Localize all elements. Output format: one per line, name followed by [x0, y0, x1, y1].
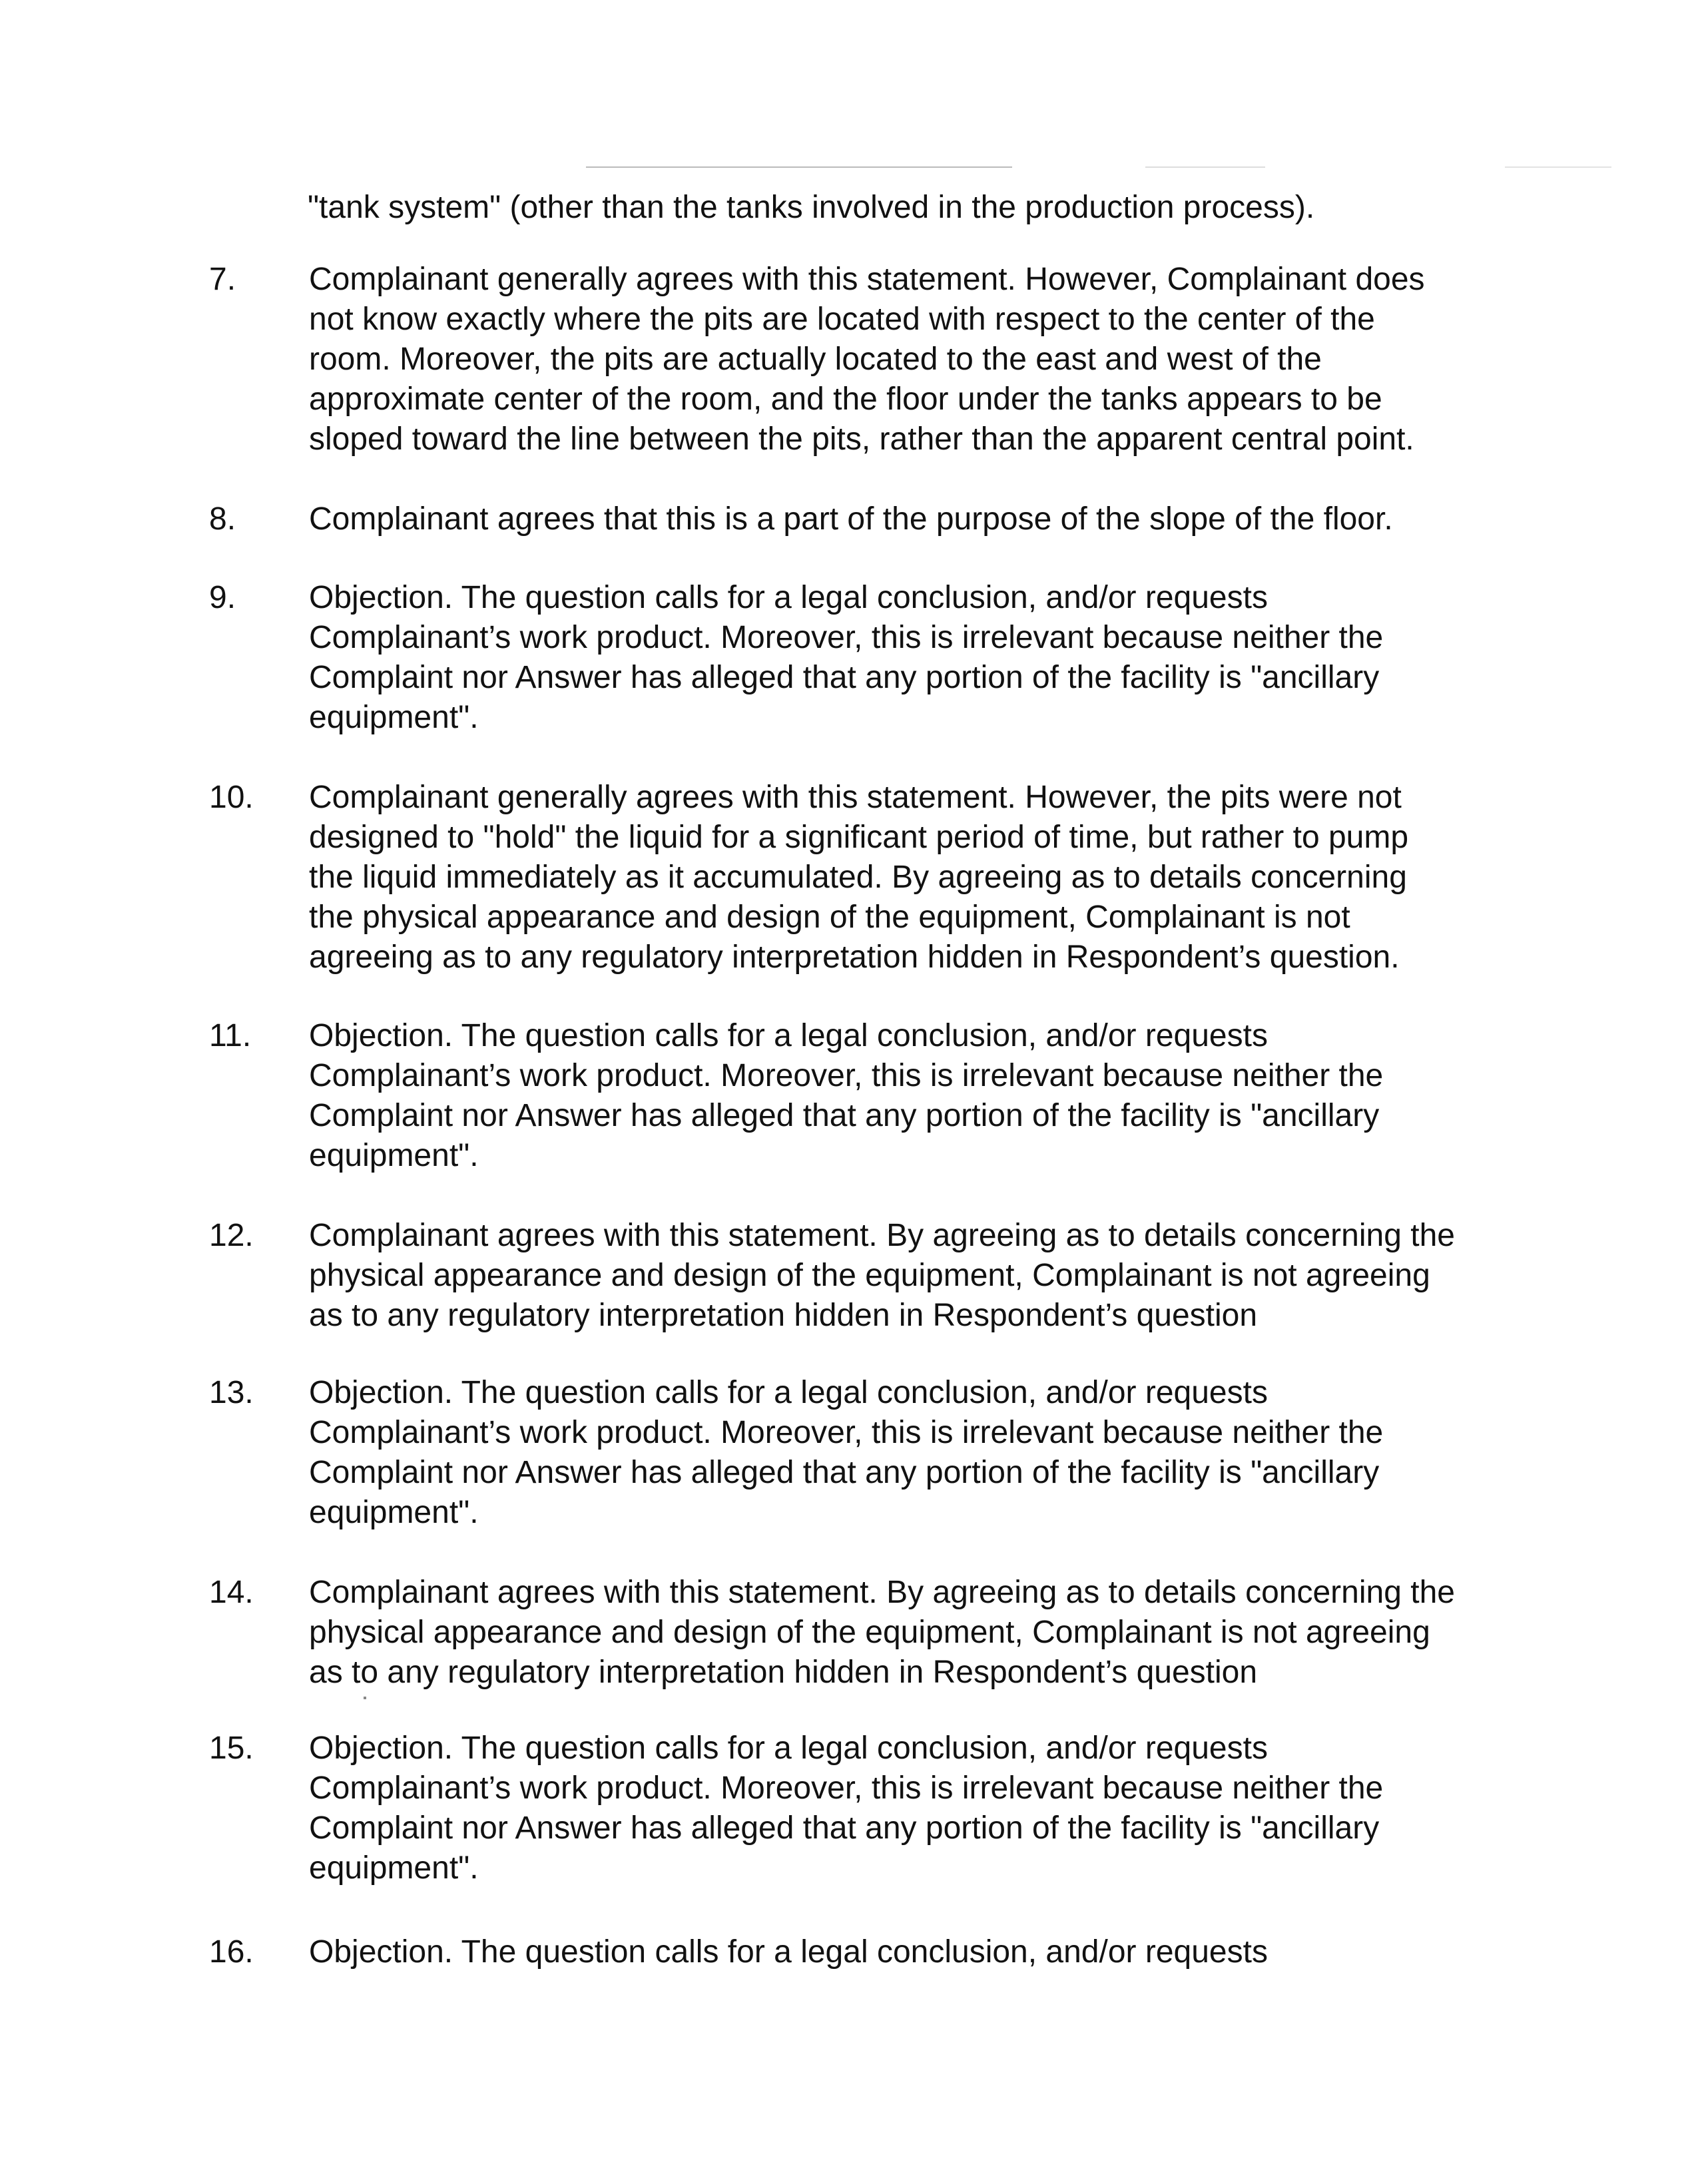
scan-speck — [364, 1697, 366, 1699]
response-number: 7. — [209, 262, 236, 297]
text-line: Complainant agrees with this statement. By agreeing as to details concerning the — [309, 1575, 1455, 1610]
text-line: Complainant’s work product. Moreover, this is irrelevant because neither the — [309, 1771, 1384, 1806]
text-line: physical appearance and design of the equipment, Complainant is not agreeing — [309, 1258, 1430, 1293]
text-line: the liquid immediately as it accumulated. By agreeing as to details concerning — [309, 860, 1407, 895]
text-line: Complaint nor Answer has alleged that any portion of the facility is "ancillary — [309, 1810, 1380, 1846]
text-line: as to any regulatory interpretation hidden in Respondent’s question — [309, 1655, 1258, 1690]
text-line: Complainant’s work product. Moreover, this is irrelevant because neither the — [309, 1058, 1384, 1093]
text-line: Complainant generally agrees with this statement. However, the pits were not — [309, 780, 1402, 815]
response-number: 11. — [209, 1018, 252, 1053]
text-line: Complaint nor Answer has alleged that any portion of the facility is "ancillary — [309, 660, 1380, 695]
response-text — [309, 1932, 1508, 1972]
response-number: 15. — [209, 1731, 254, 1766]
text-line: Objection. The question calls for a legal conclusion, and/or requests — [309, 1731, 1268, 1766]
response-text — [309, 1016, 1508, 1176]
response-text — [309, 260, 1508, 459]
response-text — [309, 1729, 1508, 1888]
scan-artifact-line — [1145, 166, 1265, 168]
text-line: Complainant agrees that this is a part of the purpose of the slope of the floor. — [309, 501, 1393, 537]
text-line: equipment". — [309, 1850, 479, 1886]
response-text — [309, 778, 1508, 977]
text-line: Objection. The question calls for a legal conclusion, and/or requests — [309, 1018, 1268, 1053]
text-line: Complainant agrees with this statement. By agreeing as to details concerning the — [309, 1218, 1455, 1253]
response-number: 9. — [209, 580, 236, 615]
response-number: 14. — [209, 1575, 254, 1610]
text-line: as to any regulatory interpretation hidden in Respondent’s question — [309, 1298, 1258, 1333]
text-line: Complainant’s work product. Moreover, this is irrelevant because neither the — [309, 1415, 1384, 1450]
text-line: approximate center of the room, and the floor under the tanks appears to be — [309, 382, 1382, 417]
text-line: Objection. The question calls for a legal conclusion, and/or requests — [309, 1375, 1268, 1410]
response-number: 8. — [209, 501, 236, 537]
text-line: Objection. The question calls for a legal conclusion, and/or requests — [309, 1934, 1268, 1970]
scan-artifact-line — [1505, 166, 1611, 168]
text-line: Complainant’s work product. Moreover, this is irrelevant because neither the — [309, 620, 1384, 655]
text-line: Objection. The question calls for a legal conclusion, and/or requests — [309, 580, 1268, 615]
text-line: the physical appearance and design of the equipment, Complainant is not — [309, 900, 1350, 935]
text-line: equipment". — [309, 1495, 479, 1530]
response-text — [309, 1216, 1508, 1336]
response-text — [309, 578, 1508, 738]
text-line: equipment". — [309, 1138, 479, 1173]
text-line: room. Moreover, the pits are actually located to the east and west of the — [309, 342, 1322, 377]
response-text — [309, 1573, 1508, 1693]
response-number: 13. — [209, 1375, 254, 1410]
response-text — [309, 499, 1508, 539]
response-number: 16. — [209, 1934, 254, 1970]
text-line: sloped toward the line between the pits, rather than the apparent central point. — [309, 421, 1414, 457]
scan-artifact-line — [586, 166, 1012, 168]
text-line: physical appearance and design of the equipment, Complainant is not agreeing — [309, 1615, 1430, 1650]
text-line: designed to "hold" the liquid for a significant period of time, but rather to pump — [309, 820, 1409, 855]
continuation-paragraph: "tank system" (other than the tanks involved in the production process). — [308, 190, 1315, 225]
response-number: 10. — [209, 780, 254, 815]
text-line: not know exactly where the pits are located with respect to the center of the — [309, 302, 1375, 337]
text-line: equipment". — [309, 700, 479, 735]
text-line: agreeing as to any regulatory interpretation hidden in Respondent’s question. — [309, 940, 1400, 975]
text-line: Complainant generally agrees with this statement. However, Complainant does — [309, 262, 1425, 297]
text-line: Complaint nor Answer has alleged that any portion of the facility is "ancillary — [309, 1455, 1380, 1490]
response-text — [309, 1373, 1508, 1533]
response-number: 12. — [209, 1218, 254, 1253]
text-line: Complaint nor Answer has alleged that any portion of the facility is "ancillary — [309, 1098, 1380, 1133]
